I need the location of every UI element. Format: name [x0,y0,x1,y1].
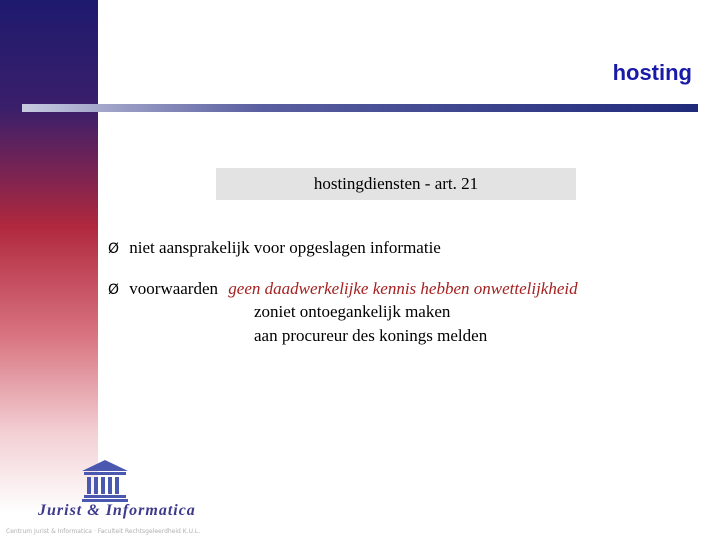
footer-text: Centrum Jurist & Informatica · Faculteit Rechtsgeleerdheid K.U.L. [6,528,201,535]
bullet-text: voorwaarden [129,279,219,298]
bullet-highlight: geen daadwerkelijke kennis hebben onwettelijkheid [228,279,578,298]
sub-line: aan procureur des konings melden [254,326,488,345]
logo-text: Jurist & Informatica [38,502,196,519]
bullet-item [108,279,578,299]
bullet-item [108,238,441,258]
building-logo-icon [80,458,130,502]
subtitle-box: hostingdiensten - art. 21 [216,168,576,200]
bullet-text: niet aansprakelijk voor opgeslagen informatie [129,238,441,257]
title-divider [22,104,698,112]
arrow-bullet-icon: Ø [108,241,120,257]
sub-line: zoniet ontoegankelijk maken [254,302,451,321]
slide-title: hosting [612,60,692,85]
arrow-bullet-icon: Ø [108,282,120,298]
